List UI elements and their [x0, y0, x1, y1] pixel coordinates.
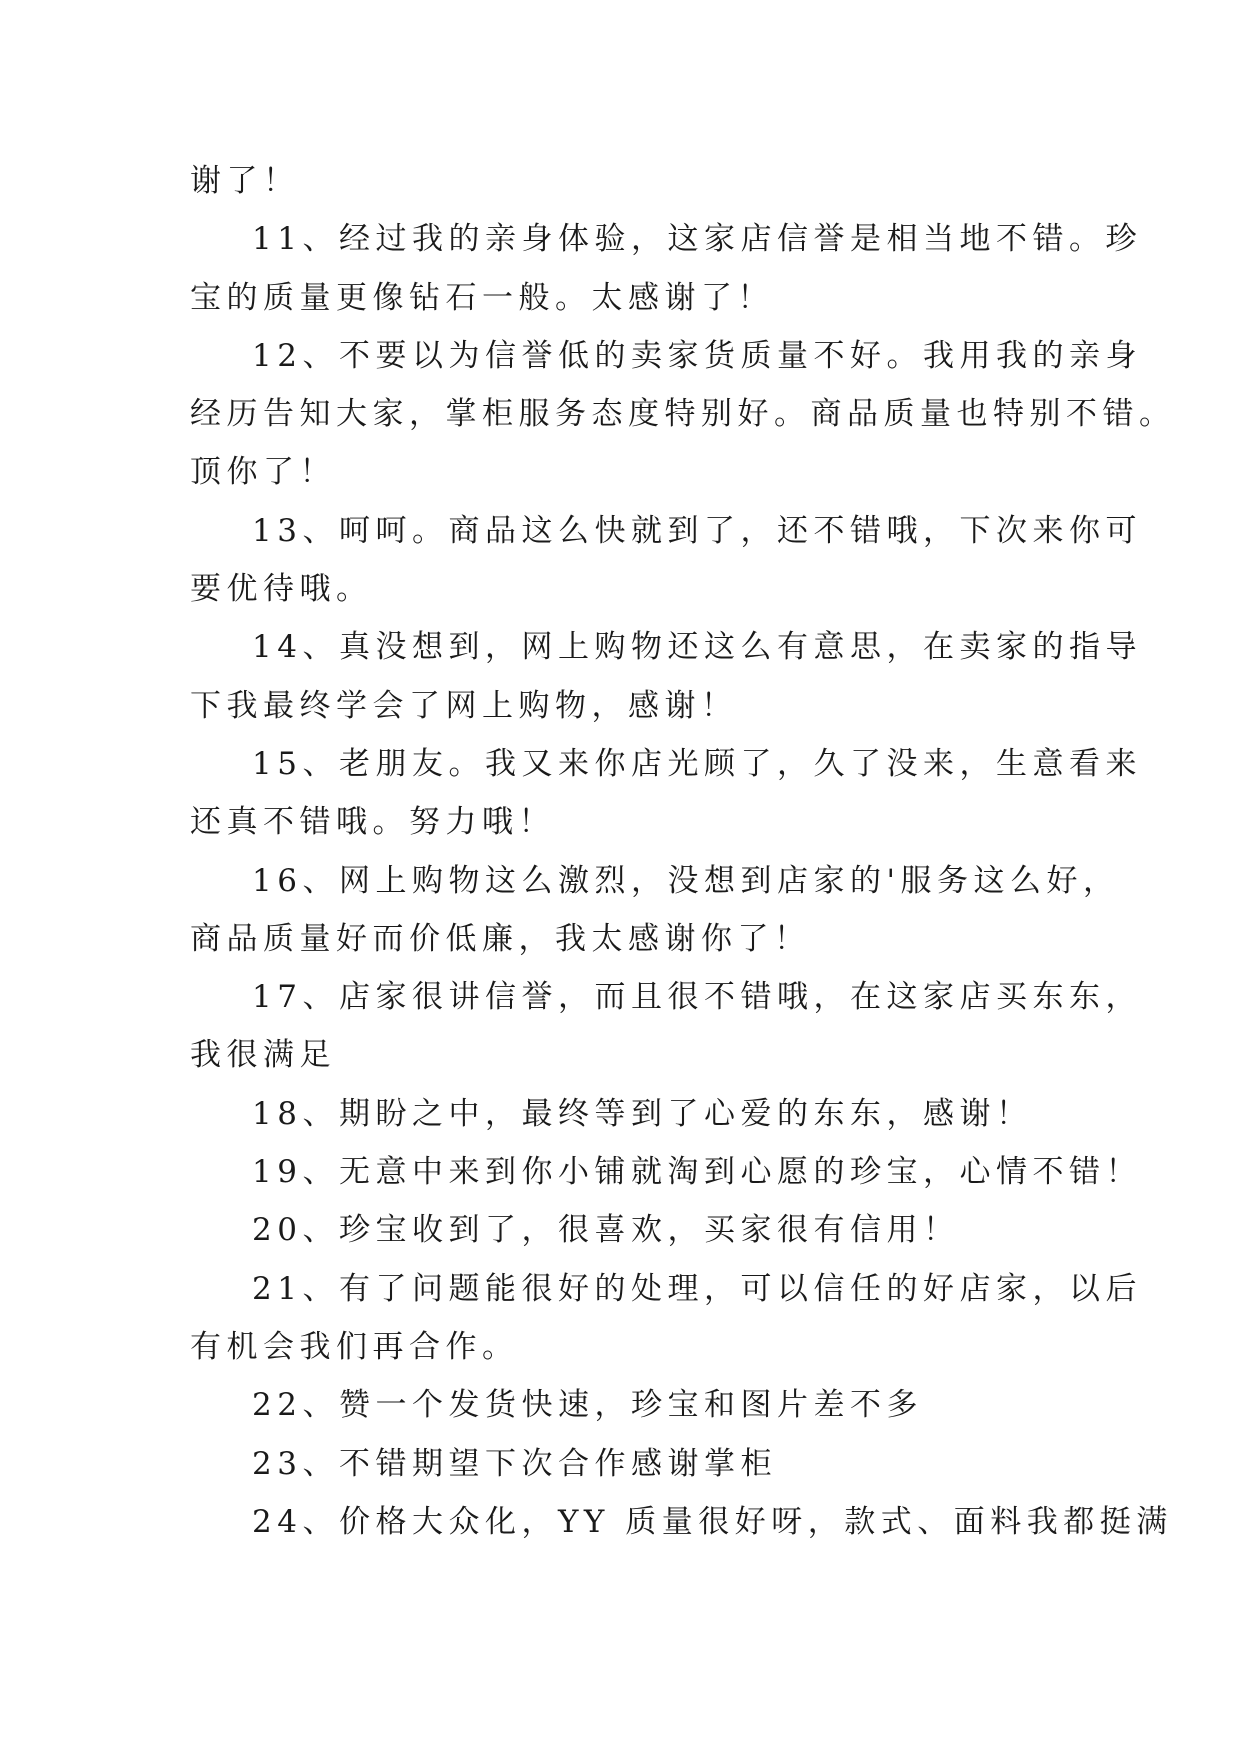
document-body [190, 152, 1176, 1551]
text-line: 有机会我们再合作。 [190, 1328, 519, 1365]
text-line: 谢了！ [190, 163, 300, 199]
text-line: 14、真没想到，网上购物还这么有意思，在卖家的指导 [252, 629, 1142, 666]
paragraph-22 [190, 1376, 1070, 1434]
paragraph-13 [190, 502, 1142, 619]
paragraph-24 [190, 1493, 1173, 1551]
paragraph-16 [190, 852, 1120, 969]
text-line: 23、不错期望下次合作感谢掌柜 [252, 1445, 777, 1482]
paragraph-20 [190, 1201, 1070, 1259]
paragraph-10-tail [190, 152, 1070, 210]
text-line: 21、有了问题能很好的处理，可以信任的好店家，以后 [252, 1270, 1142, 1307]
paragraph-15 [190, 735, 1142, 852]
text-line: 20、珍宝收到了，很喜欢，买家很有信用！ [252, 1212, 960, 1249]
text-line: 我很满足 [190, 1037, 336, 1074]
text-line: 顶你了！ [190, 454, 336, 491]
text-line: 12、不要以为信誉低的卖家货质量不好。我用我的亲身 [252, 337, 1142, 374]
text-line: 24、价格大众化，YY 质量很好呀，款式、面料我都挺满 [252, 1503, 1173, 1540]
text-line: 16、网上购物这么激烈，没想到店家的'服务这么好， [252, 862, 1120, 899]
text-line: 22、赞一个发货快速，珍宝和图片差不多 [252, 1387, 923, 1424]
text-line: 13、呵呵。商品这么快就到了，还不错哦，下次来你可 [252, 512, 1142, 549]
paragraph-12 [190, 327, 1176, 502]
paragraph-14 [190, 618, 1142, 735]
text-line: 19、无意中来到你小铺就淘到心愿的珍宝，心情不错！ [252, 1154, 1142, 1191]
text-line: 11、经过我的亲身体验，这家店信誉是相当地不错。珍 [252, 221, 1142, 258]
paragraph-11 [190, 210, 1142, 327]
text-line: 还真不错哦。努力哦！ [190, 804, 555, 841]
paragraph-17 [190, 968, 1142, 1085]
text-line: 商品质量好而价低廉，我太感谢你了！ [190, 920, 811, 957]
text-line: 17、店家很讲信誉，而且很不错哦，在这家店买东东， [252, 979, 1142, 1016]
text-line: 要优待哦。 [190, 571, 373, 608]
text-line: 18、期盼之中，最终等到了心爱的东东，感谢！ [252, 1095, 1033, 1132]
paragraph-19 [190, 1143, 1142, 1201]
text-line: 下我最终学会了网上购物，感谢！ [190, 687, 738, 724]
text-line: 宝的质量更像钻石一般。太感谢了！ [190, 279, 774, 316]
paragraph-18 [190, 1085, 1070, 1143]
text-line: 15、老朋友。我又来你店光顾了，久了没来，生意看来 [252, 745, 1142, 782]
text-line: 经历告知大家，掌柜服务态度特别好。商品质量也特别不错。 [190, 396, 1176, 433]
paragraph-21 [190, 1260, 1142, 1377]
paragraph-23 [190, 1435, 1070, 1493]
